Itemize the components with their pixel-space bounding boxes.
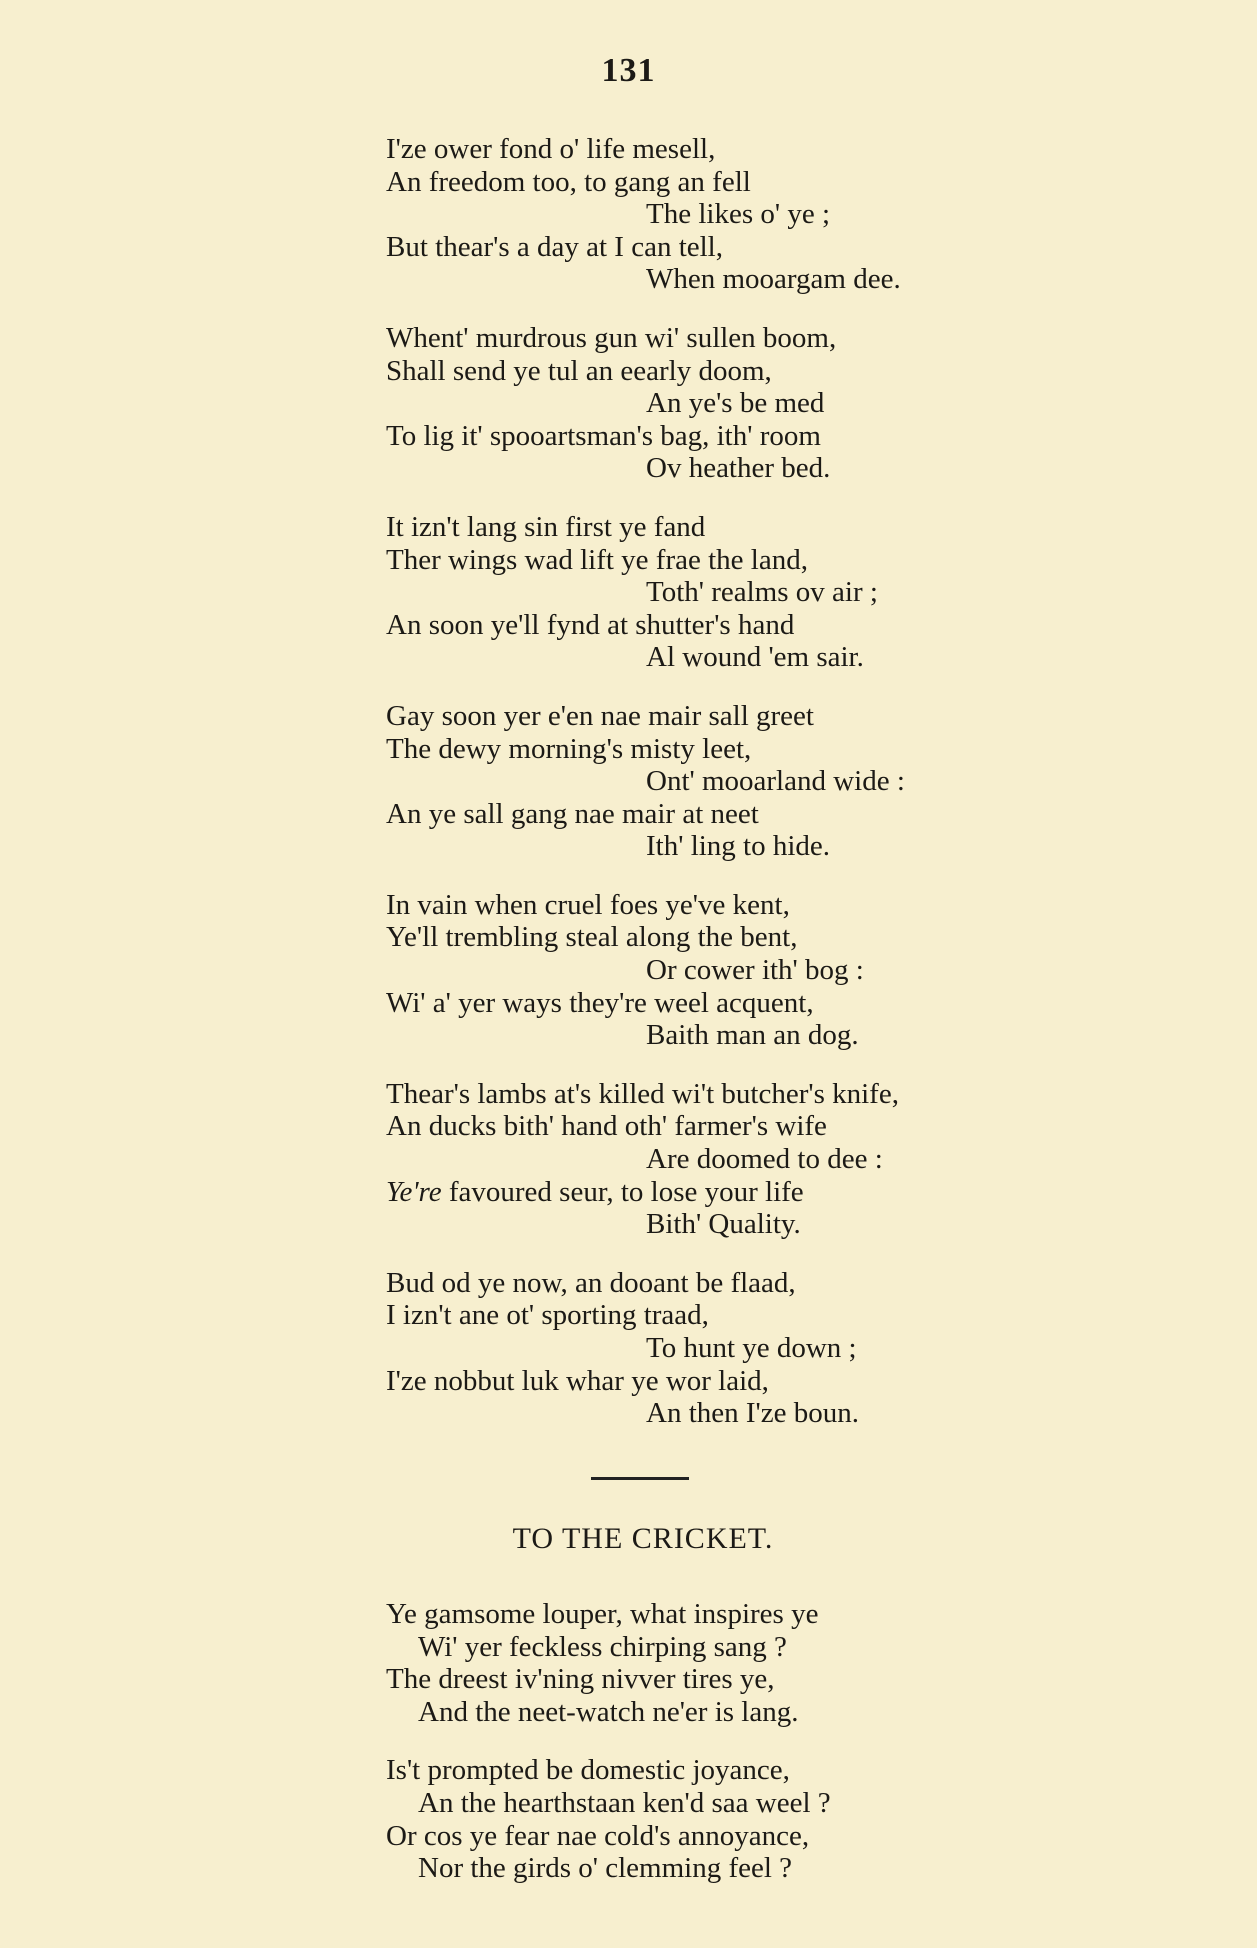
verse-line: An the hearthstaan ken'd saa weel ? <box>418 1786 831 1819</box>
verse-line: Nor the girds o' clemming feel ? <box>418 1852 793 1885</box>
verse-line: Whent' murdrous gun wi' sullen boom, <box>386 321 837 354</box>
verse-line: An then I'ze boun. <box>646 1397 859 1430</box>
verse-line: An soon ye'll fynd at shutter's hand <box>386 608 795 641</box>
poem-title: TO THE CRICKET. <box>512 1522 774 1555</box>
section-divider <box>591 1477 689 1480</box>
verse-line: It izn't lang sin first ye fand <box>386 510 706 543</box>
stanza <box>386 1078 1026 1241</box>
verse-line: Or cower ith' bog : <box>646 954 864 987</box>
verse-line: I'ze ower fond o' life mesell, <box>386 133 716 165</box>
verse-line: Wi' a' yer ways they're weel acquent, <box>386 986 814 1019</box>
verse-line: Gay soon yer e'en nae mair sall greet <box>386 699 814 732</box>
verse-line: To lig it' spooartsman's bag, ith' room <box>386 419 821 452</box>
stanza <box>386 1754 1026 1884</box>
verse-line: An freedom too, to gang an fell <box>386 165 751 198</box>
italic-word: Ye're <box>386 1175 442 1208</box>
stanza <box>386 133 1026 296</box>
poem-to-the-cricket <box>386 1598 1026 1911</box>
verse-line: Baith man an dog. <box>646 1019 859 1052</box>
verse-line: And the neet-watch ne'er is lang. <box>418 1695 799 1728</box>
verse-line <box>386 1176 1026 1209</box>
verse-line: In vain when cruel foes ye've kent, <box>386 888 790 921</box>
verse-line: The dewy morning's misty leet, <box>386 732 752 765</box>
verse-line: Ther wings wad lift ye frae the land, <box>386 543 808 576</box>
poem-continued <box>386 133 1026 1456</box>
verse-line: Or cos ye fear nae cold's annoyance, <box>386 1819 810 1852</box>
verse-line: Ye gamsome louper, what inspires ye <box>386 1598 819 1630</box>
stanza <box>386 1598 1026 1728</box>
verse-line: Thear's lambs at's killed wi't butcher's knife, <box>386 1077 899 1110</box>
verse-line: Bud od ye now, an dooant be flaad, <box>386 1266 796 1299</box>
verse-line: Ont' mooarland wide : <box>646 765 905 798</box>
verse-line: Bith' Quality. <box>646 1208 801 1241</box>
verse-line: Are doomed to dee : <box>646 1143 883 1176</box>
verse-line: An ye's be med <box>646 387 825 420</box>
verse-line-rest: favoured seur, to lose your life <box>441 1175 804 1208</box>
verse-line: Ith' ling to hide. <box>646 830 831 863</box>
verse-line: Wi' yer feckless chirping sang ? <box>418 1630 787 1663</box>
verse-line: Shall send ye tul an eearly doom, <box>386 354 772 387</box>
verse-line: An ducks bith' hand oth' farmer's wife <box>386 1110 827 1143</box>
verse-line: Ye'll trembling steal along the bent, <box>386 921 798 954</box>
verse-line: Ov heather bed. <box>646 452 831 485</box>
stanza <box>386 322 1026 485</box>
verse-line: I'ze nobbut luk whar ye wor laid, <box>386 1364 769 1397</box>
verse-line: I izn't ane ot' sporting traad, <box>386 1299 709 1332</box>
verse-line: When mooargam dee. <box>646 263 901 296</box>
page-number: 131 <box>601 52 656 89</box>
verse-line: Is't prompted be domestic joyance, <box>386 1754 790 1787</box>
verse-line: Al wound 'em sair. <box>646 641 864 674</box>
verse-line: The likes o' ye ; <box>646 198 831 231</box>
verse-line: To hunt ye down ; <box>646 1332 857 1364</box>
stanza <box>386 889 1026 1052</box>
verse-line: But thear's a day at I can tell, <box>386 230 723 263</box>
stanza <box>386 1267 1026 1430</box>
verse-line: An ye sall gang nae mair at neet <box>386 797 759 830</box>
verse-line: Toth' realms ov air ; <box>646 576 878 609</box>
stanza <box>386 511 1026 674</box>
stanza <box>386 700 1026 863</box>
verse-line: The dreest iv'ning nivver tires ye, <box>386 1663 775 1696</box>
